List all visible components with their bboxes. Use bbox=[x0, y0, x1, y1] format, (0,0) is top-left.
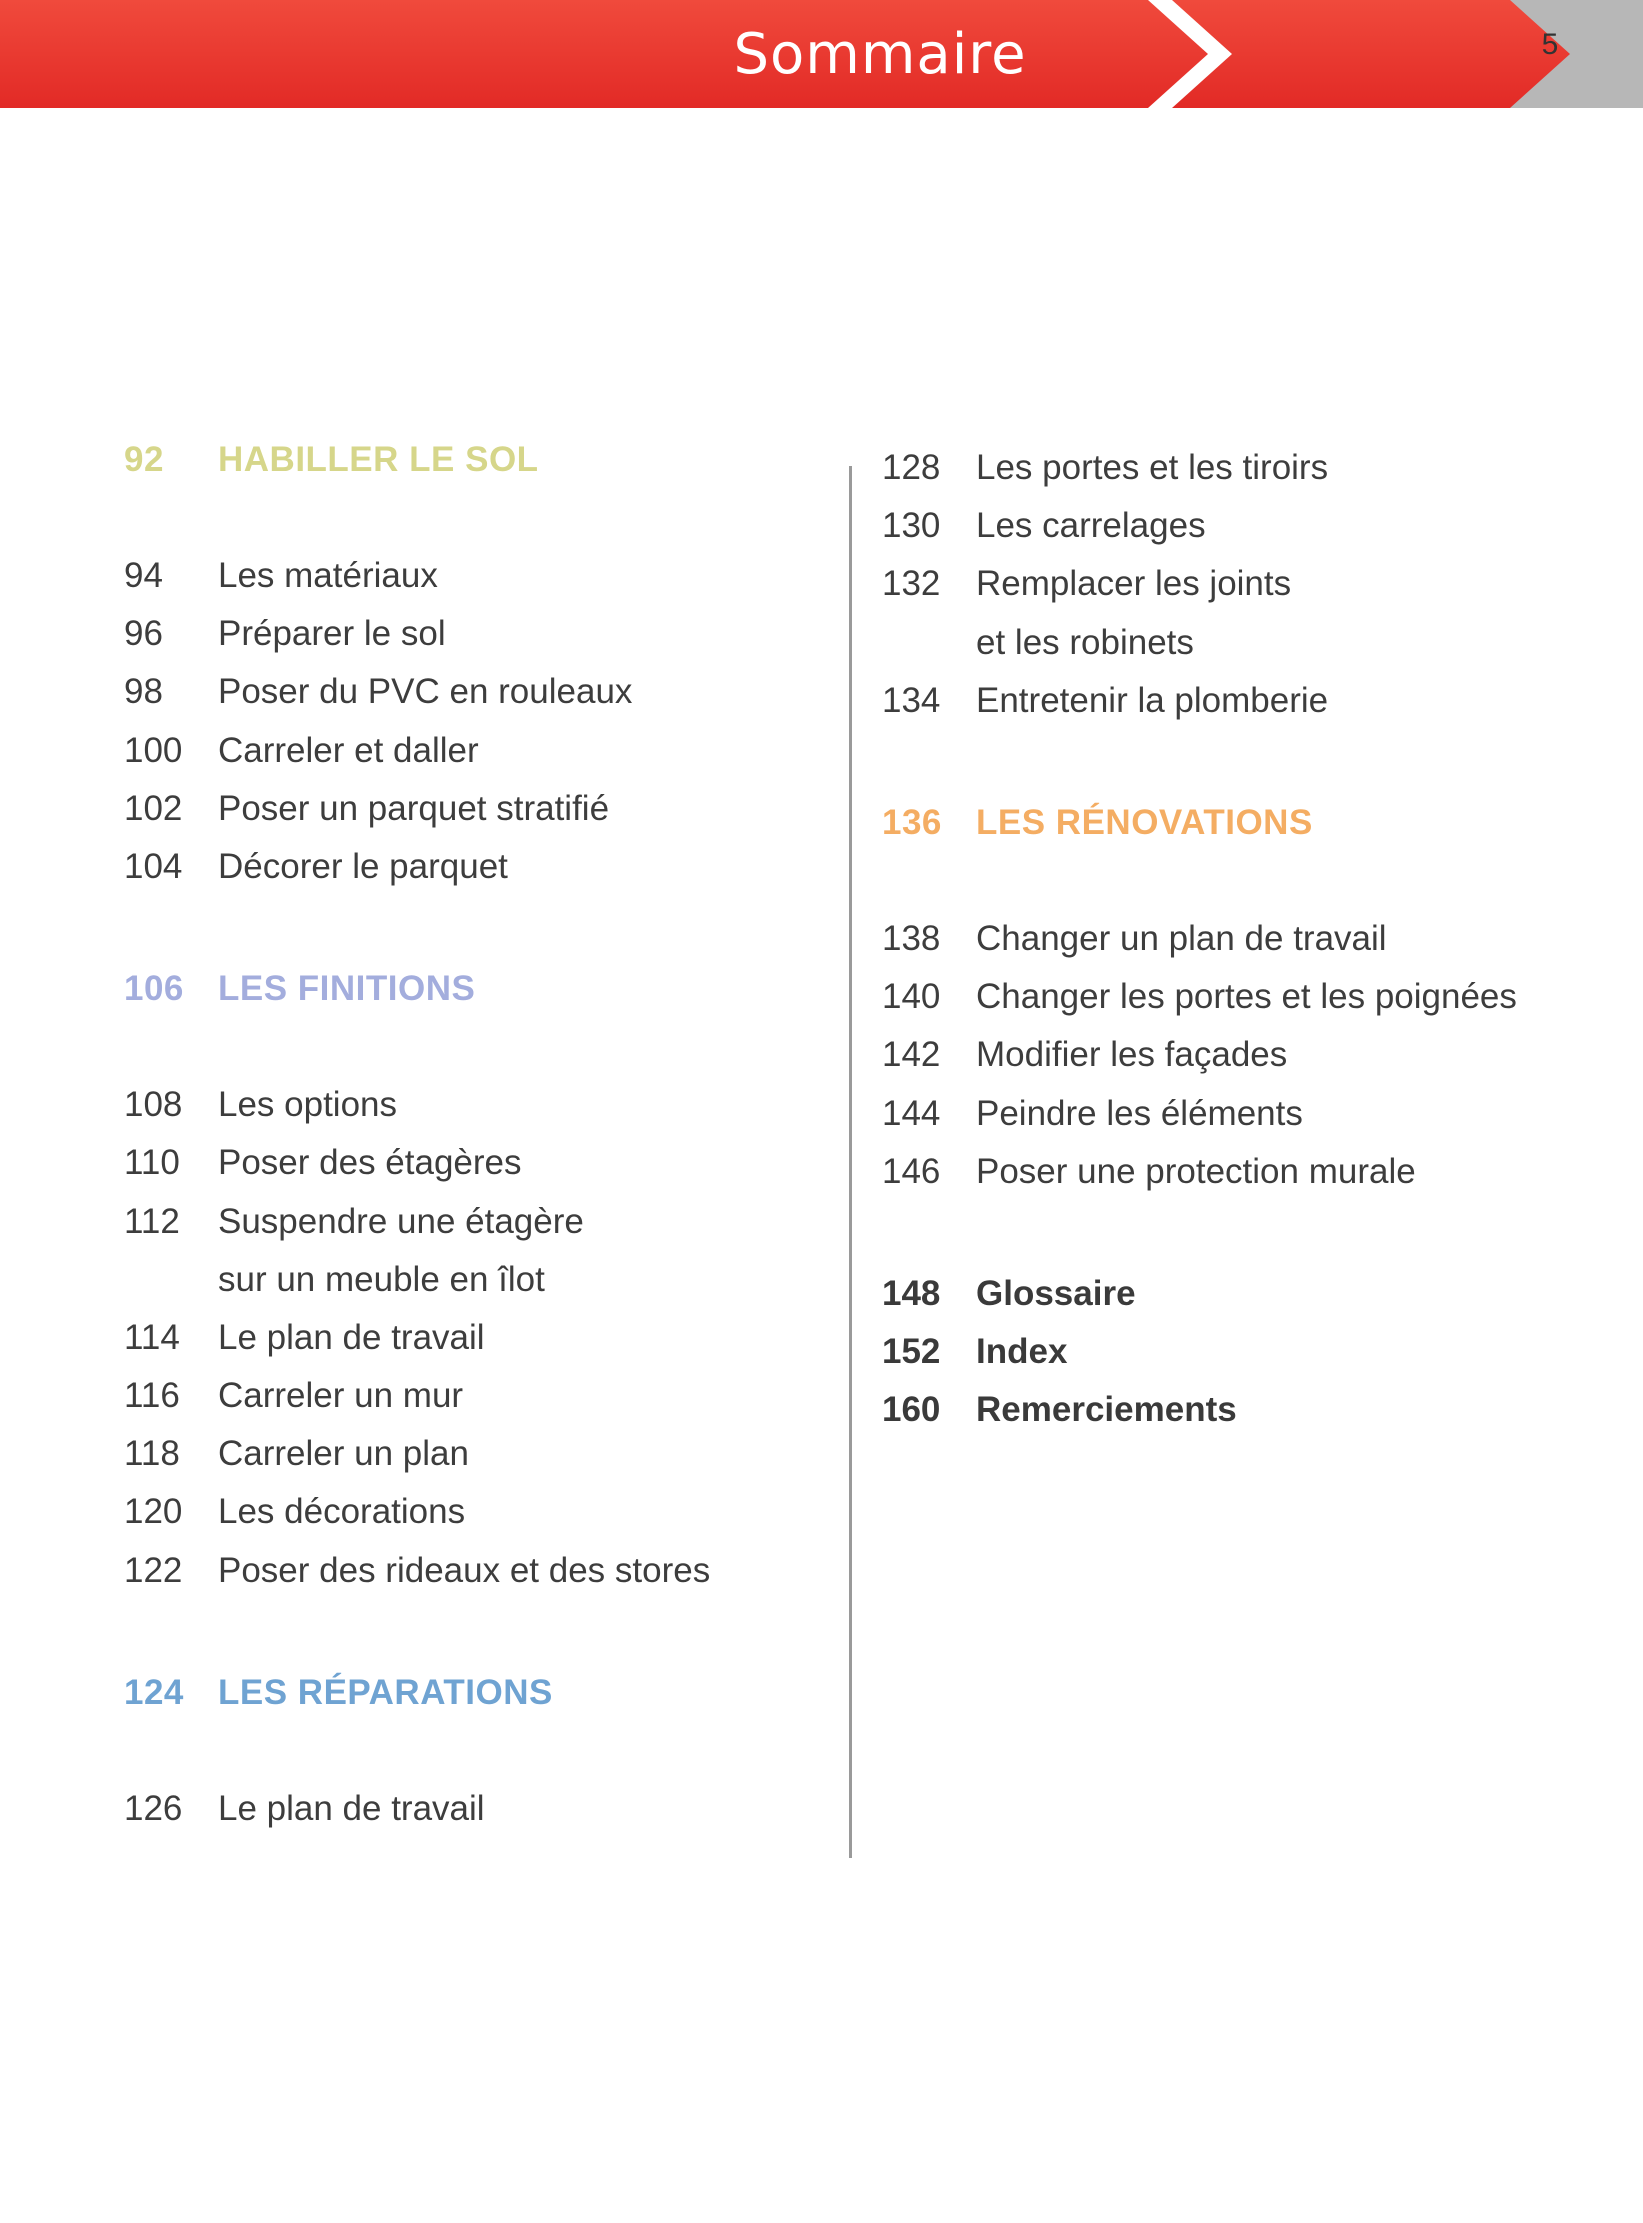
entry-title: et les robinets bbox=[976, 622, 1194, 662]
entry-page-number: 128 bbox=[882, 448, 941, 487]
entry-page-number: 134 bbox=[882, 680, 941, 720]
entry-page-number: 118 bbox=[124, 1434, 180, 1474]
entry-title: sur un meuble en îlot bbox=[218, 1259, 545, 1299]
section-title: LES RÉNOVATIONS bbox=[976, 802, 1313, 842]
toc-entry[interactable] bbox=[882, 448, 1622, 506]
toc-entry[interactable] bbox=[124, 1202, 824, 1260]
entry-page-number: 96 bbox=[124, 614, 163, 654]
entry-title: Poser des rideaux et des stores bbox=[218, 1550, 711, 1590]
entry-title: Remerciements bbox=[976, 1390, 1237, 1430]
toc-entry[interactable] bbox=[124, 1434, 824, 1492]
entry-title: Modifier les façades bbox=[976, 1035, 1288, 1075]
section-heading[interactable] bbox=[882, 803, 1622, 861]
toc-entry[interactable] bbox=[882, 506, 1622, 564]
toc-entry[interactable] bbox=[124, 847, 824, 905]
toc-entry[interactable] bbox=[882, 1094, 1622, 1152]
toc-entry[interactable] bbox=[124, 789, 824, 847]
toc-section-les-finitions bbox=[124, 969, 824, 1609]
entry-page-number: 102 bbox=[124, 788, 183, 828]
page-title: Sommaire bbox=[733, 22, 1027, 87]
toc-entry-continuation[interactable] bbox=[124, 1260, 824, 1318]
entry-title: Poser un parquet stratifié bbox=[218, 788, 610, 828]
entry-page-number: 120 bbox=[124, 1492, 183, 1532]
entry-title: Poser des étagères bbox=[218, 1143, 522, 1183]
entry-title: Les portes et les tiroirs bbox=[976, 448, 1329, 487]
entry-title: Carreler un plan bbox=[218, 1434, 469, 1474]
toc-entry[interactable] bbox=[124, 1551, 824, 1609]
entry-title: Changer les portes et les poignées bbox=[976, 977, 1517, 1017]
toc-entry-index[interactable] bbox=[882, 1332, 1622, 1390]
entry-title: Index bbox=[976, 1332, 1068, 1372]
column-divider bbox=[849, 466, 852, 1858]
entry-page-number: 148 bbox=[882, 1273, 941, 1313]
entry-page-number: 98 bbox=[124, 672, 163, 712]
entry-title: Décorer le parquet bbox=[218, 846, 508, 886]
toc-entry-remerciements[interactable] bbox=[882, 1390, 1622, 1448]
toc-section-les-reparations bbox=[124, 1673, 824, 1847]
entry-title: Les matériaux bbox=[218, 556, 438, 595]
entry-title: Le plan de travail bbox=[218, 1317, 485, 1357]
entry-page-number: 146 bbox=[882, 1151, 941, 1191]
entry-title: Poser une protection murale bbox=[976, 1151, 1416, 1191]
entry-page-number: 144 bbox=[882, 1093, 941, 1133]
section-page-number: 92 bbox=[124, 440, 164, 479]
entry-page-number: 104 bbox=[124, 846, 183, 886]
section-heading[interactable] bbox=[124, 969, 824, 1027]
entry-page-number: 116 bbox=[124, 1376, 180, 1416]
toc-continued-entries bbox=[882, 448, 1622, 739]
toc-entry[interactable] bbox=[124, 556, 824, 614]
toc-entry[interactable] bbox=[124, 1143, 824, 1201]
page-number: 5 bbox=[1541, 28, 1559, 61]
entry-page-number: 140 bbox=[882, 977, 941, 1017]
entry-page-number: 160 bbox=[882, 1390, 941, 1430]
entry-title: Carreler et daller bbox=[218, 730, 479, 770]
toc-left-column bbox=[124, 440, 824, 1847]
toc-entry-glossaire[interactable] bbox=[882, 1274, 1622, 1332]
section-title: LES FINITIONS bbox=[218, 969, 476, 1009]
toc-entry-continuation[interactable] bbox=[882, 623, 1622, 681]
toc-entry[interactable] bbox=[124, 614, 824, 672]
toc-section-habiller-le-sol bbox=[124, 440, 824, 905]
toc-entry[interactable] bbox=[124, 672, 824, 730]
toc-entry[interactable] bbox=[882, 919, 1622, 977]
entry-title: Entretenir la plomberie bbox=[976, 680, 1329, 720]
toc-entry[interactable] bbox=[124, 1376, 824, 1434]
toc-entry[interactable] bbox=[882, 564, 1622, 622]
entry-title: Les carrelages bbox=[976, 506, 1206, 546]
section-page-number: 124 bbox=[124, 1672, 184, 1712]
entry-page-number: 108 bbox=[124, 1085, 183, 1125]
entry-page-number: 126 bbox=[124, 1788, 183, 1828]
entry-page-number: 130 bbox=[882, 506, 941, 546]
section-title: HABILLER LE SOL bbox=[218, 440, 539, 479]
toc-back-matter bbox=[882, 1274, 1622, 1449]
section-heading[interactable] bbox=[124, 440, 824, 498]
toc-entry[interactable] bbox=[124, 1085, 824, 1143]
entry-title: Les décorations bbox=[218, 1492, 466, 1532]
toc-entry[interactable] bbox=[124, 1789, 824, 1847]
toc-section-les-renovations bbox=[882, 803, 1622, 1210]
toc-entry[interactable] bbox=[882, 1035, 1622, 1093]
toc-entry[interactable] bbox=[882, 977, 1622, 1035]
entry-page-number: 100 bbox=[124, 730, 183, 770]
entry-page-number: 142 bbox=[882, 1035, 941, 1075]
entry-title: Suspendre une étagère bbox=[218, 1201, 584, 1241]
entry-title: Glossaire bbox=[976, 1273, 1136, 1313]
entry-page-number: 152 bbox=[882, 1332, 941, 1372]
entry-title: Poser du PVC en rouleaux bbox=[218, 672, 633, 712]
entry-page-number: 110 bbox=[124, 1143, 180, 1183]
entry-title: Remplacer les joints bbox=[976, 564, 1292, 604]
toc-entry[interactable] bbox=[124, 1318, 824, 1376]
entry-title: Le plan de travail bbox=[218, 1788, 485, 1828]
header-band bbox=[0, 0, 1643, 112]
entry-page-number: 132 bbox=[882, 564, 941, 604]
toc-entry[interactable] bbox=[882, 1152, 1622, 1210]
entry-page-number: 112 bbox=[124, 1201, 180, 1241]
section-page-number: 136 bbox=[882, 802, 942, 842]
entry-title: Peindre les éléments bbox=[976, 1093, 1303, 1133]
entry-title: Changer un plan de travail bbox=[976, 918, 1387, 958]
entry-title: Les options bbox=[218, 1085, 398, 1125]
entry-page-number: 138 bbox=[882, 918, 941, 958]
entry-title: Préparer le sol bbox=[218, 614, 446, 654]
entry-page-number: 122 bbox=[124, 1550, 183, 1590]
toc-right-column bbox=[882, 448, 1622, 1448]
toc-entry[interactable] bbox=[124, 1492, 824, 1550]
entry-title: Carreler un mur bbox=[218, 1376, 464, 1416]
section-title: LES RÉPARATIONS bbox=[218, 1672, 553, 1712]
entry-page-number: 114 bbox=[124, 1317, 180, 1357]
toc-entry[interactable] bbox=[882, 681, 1622, 739]
entry-page-number: 94 bbox=[124, 556, 163, 595]
toc-entry[interactable] bbox=[124, 731, 824, 789]
section-heading[interactable] bbox=[124, 1673, 824, 1731]
section-page-number: 106 bbox=[124, 969, 184, 1009]
